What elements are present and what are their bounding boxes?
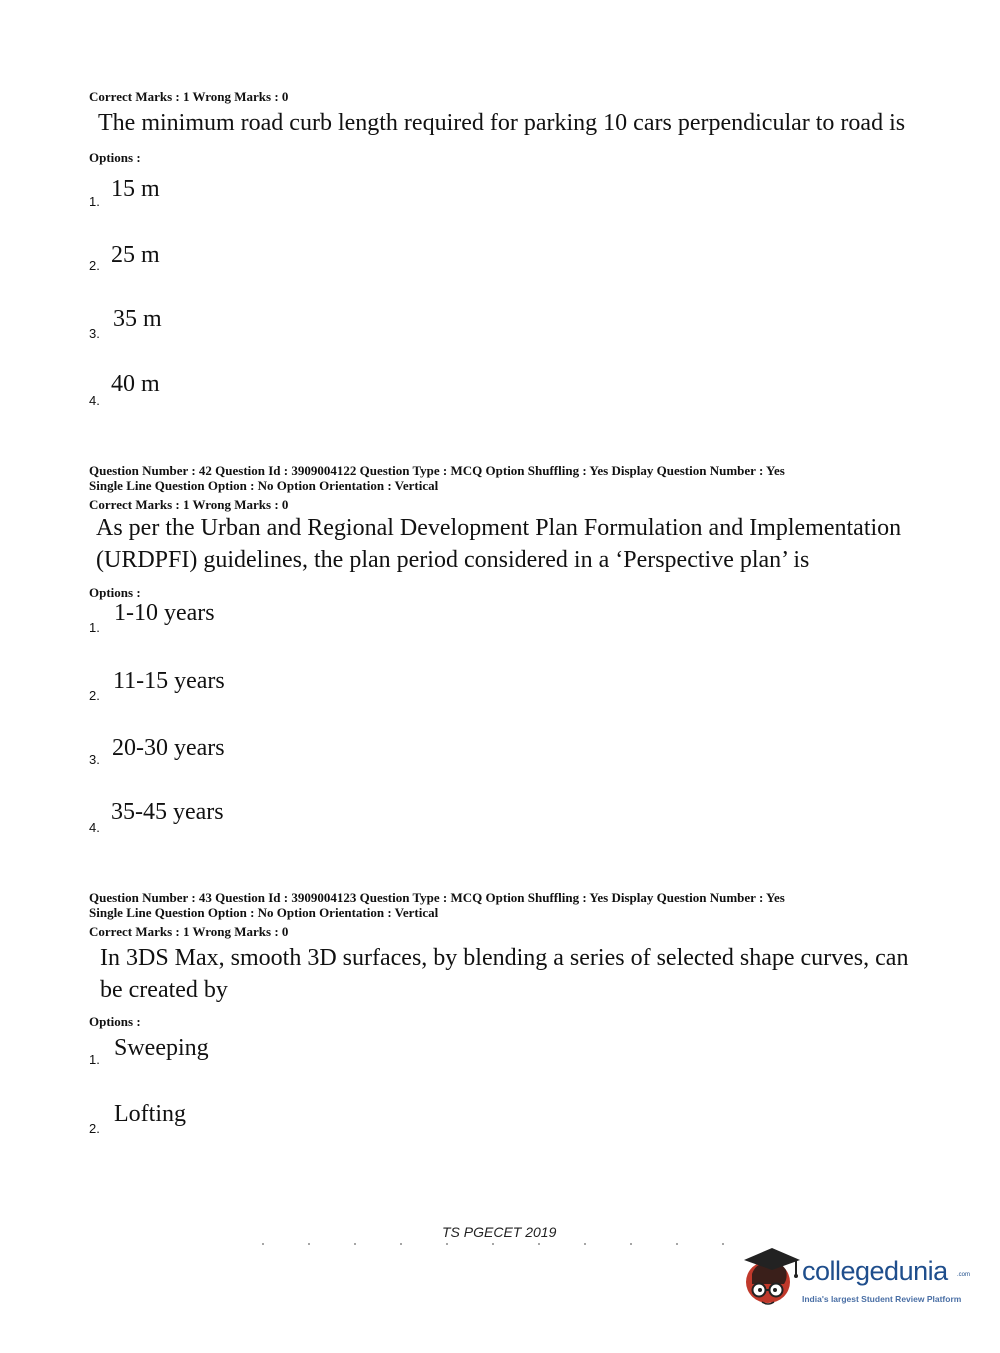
q43-marks: Correct Marks : 1 Wrong Marks : 0 [89,924,289,939]
option-number: 2. [89,688,100,703]
q41-question-text: The minimum road curb length required for parking 10 cars perpendicular to road is [98,110,906,136]
q41-options-label: Options : [89,150,141,165]
option-text: 11-15 years [113,668,225,694]
q43-question-line-1: In 3DS Max, smooth 3D surfaces, by blending a series of selected shape curves, can [100,945,909,971]
q42-header-line-2: Single Line Question Option : No Option Orientation : Vertical [89,478,439,493]
option-text: 25 m [111,242,160,268]
q42-question-line-2: (URDPFI) guidelines, the plan period considered in a ‘Perspective plan’ is [96,547,810,573]
option-text: Sweeping [114,1035,209,1061]
footer-dotted-divider [240,1243,760,1245]
q42-option-3 [0,735,400,775]
q42-question-line-1: As per the Urban and Regional Development Plan Formulation and Implementation [96,515,902,541]
q41-option-1 [0,176,400,216]
option-text: 15 m [111,176,160,202]
q42-marks: Correct Marks : 1 Wrong Marks : 0 [89,497,289,512]
q43-header-line-2: Single Line Question Option : No Option Orientation : Vertical [89,905,439,920]
option-number: 3. [89,326,100,341]
q42-header-line-1: Question Number : 42 Question Id : 3909004122 Question Type : MCQ Option Shuffling : Yes Display Question Number : Yes [89,463,785,478]
collegedunia-logo [738,1244,978,1314]
q42-options-label: Options : [89,585,141,600]
option-number: 3. [89,752,100,767]
q42-option-2 [0,668,400,708]
option-number: 1. [89,620,100,635]
q42-option-1 [0,600,400,640]
option-number: 2. [89,258,100,273]
q41-marks: Correct Marks : 1 Wrong Marks : 0 [89,89,289,104]
option-text: Lofting [114,1101,186,1127]
option-text: 20-30 years [112,735,225,761]
q43-option-2 [0,1101,400,1141]
option-text: 35-45 years [111,799,224,825]
option-number: 2. [89,1121,100,1136]
footer-exam-name: TS PGECET 2019 [442,1224,557,1240]
option-text: 35 m [113,306,162,332]
option-text: 40 m [111,371,160,397]
q42-option-4 [0,799,400,839]
q43-header-line-1: Question Number : 43 Question Id : 3909004123 Question Type : MCQ Option Shuffling : Yes Display Question Number : Yes [89,890,785,905]
q41-option-3 [0,306,400,346]
option-number: 4. [89,393,100,408]
q43-question-line-2: be created by [100,977,228,1003]
q41-option-4 [0,371,400,411]
logo-dotcom: .com [957,1272,971,1278]
option-number: 1. [89,1052,100,1067]
mascot-icon [738,1244,802,1310]
logo-wordmark: collegedunia [802,1256,948,1286]
option-number: 1. [89,194,100,209]
q43-options-label: Options : [89,1014,141,1029]
logo-tagline: India's largest Student Review Platform [802,1294,962,1304]
q43-option-1 [0,1035,400,1075]
q41-option-2 [0,242,400,282]
option-number: 4. [89,820,100,835]
option-text: 1-10 years [114,600,215,626]
